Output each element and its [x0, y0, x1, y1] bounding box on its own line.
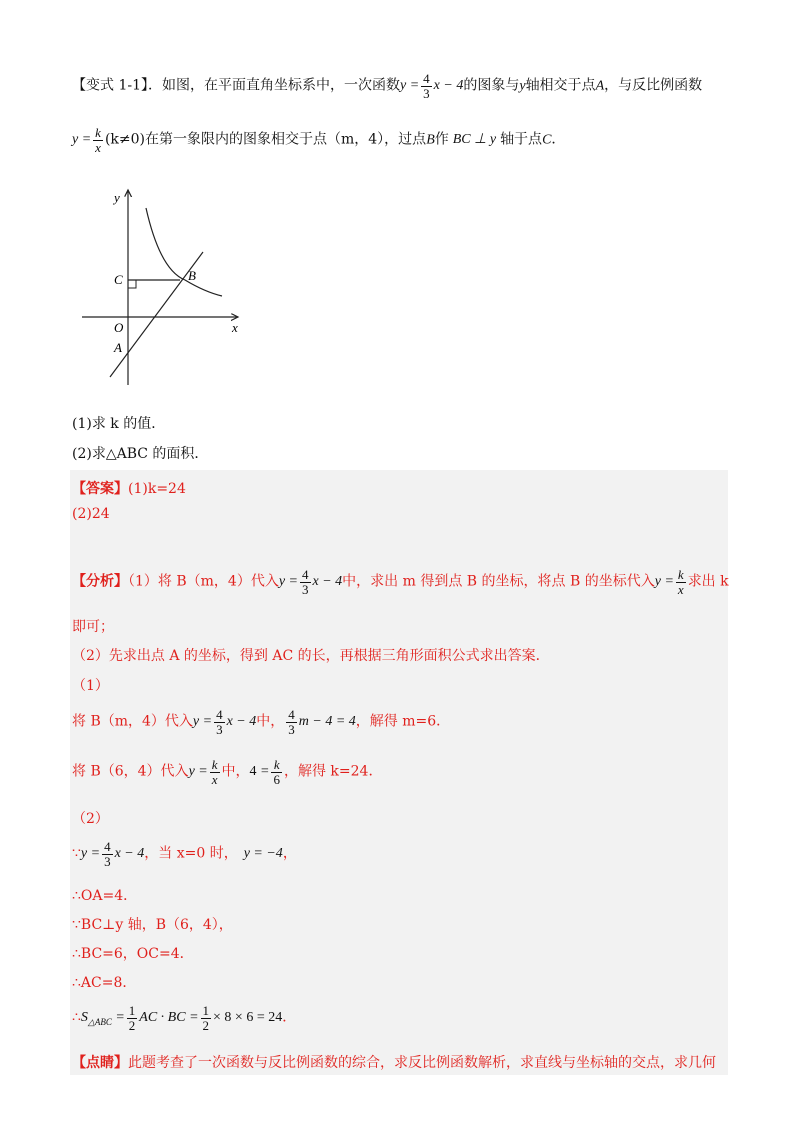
- step-2-line-3: ∵BC⊥y 轴，B（6，4），: [72, 917, 233, 933]
- y-axis-label: y: [114, 190, 120, 205]
- step-2-line-2: ∴OA=4．: [72, 888, 138, 904]
- hyperbola-curve: [146, 208, 222, 296]
- problem-line-1: 【变式 1-1】．如图，在平面直角坐标系中，一次函数y = $\frac{4}{3}$ x − 4的图象与y轴相交于点A，与反比例函数: [72, 71, 703, 101]
- step-2-line-5: ∴AC=8．: [72, 975, 137, 991]
- step-1-line-1: 将 B（m，4）代入y = $\frac{4}{3}$ x − 4中， $\frac{4}{3}$ m − 4 = 4，解得 m=6．: [72, 707, 451, 737]
- analysis-line-3: （2）先求出点 A 的坐标，得到 AC 的长，再根据三角形面积公式求出答案．: [72, 648, 550, 664]
- analysis-line-2: 即可；: [72, 619, 114, 635]
- answer-line-1: 【答案】(1)k=24: [72, 481, 186, 497]
- question-2: (2)求△ABC 的面积．: [72, 446, 209, 462]
- right-angle-mark: [128, 280, 136, 288]
- step-1-line-2: 将 B（6，4）代入y = $\frac{k}{x}$ 中，4 = $\frac{k}{6}$ ，解得 k=24．: [72, 757, 383, 787]
- problem-line-2: y = $\frac{k}{x}$ (k≠0)在第一象限内的图象相交于点（m，4），过点B作 BC ⊥ y 轴于点C．: [72, 125, 566, 155]
- step-2-heading: （2）: [72, 811, 109, 827]
- step-2-line-4: ∴BC=6，OC=4．: [72, 946, 194, 962]
- answer-line-2: (2)24: [72, 506, 110, 522]
- x-axis-label: x: [232, 320, 238, 335]
- problem-tag: 【变式 1-1】: [72, 77, 148, 94]
- analysis-line-1: 【分析】（1）将 B（m，4）代入y = $\frac{4}{3}$ x − 4中，求出 m 得到点 B 的坐标，将点 B 的坐标代入y = $\frac{k}{x}$ 求出 k: [72, 567, 729, 597]
- question-1: (1)求 k 的值．: [72, 416, 166, 432]
- step-1-heading: （1）: [72, 678, 109, 694]
- comment-line: 【点睛】此题考查了一次函数与反比例函数的综合，求反比例函数解析，求直线与坐标轴的交点，求几何: [72, 1055, 716, 1071]
- linear-function-formula: y = $\frac{4}{3}$ x − 4: [400, 71, 464, 101]
- point-b-label: B: [188, 268, 196, 283]
- analysis-tag: 【分析】: [72, 573, 128, 590]
- coordinate-figure: [70, 180, 270, 390]
- step-2-line-6: $\therefore S_{\triangle ABC}$ = $\frac{1}{2}$ AC · BC = $\frac{1}{2}$ × 8 × 6 = 24．: [72, 1003, 297, 1033]
- inverse-function-formula: y = $\frac{k}{x}$: [72, 125, 101, 155]
- point-c-label: C: [114, 272, 123, 287]
- comment-tag: 【点睛】: [72, 1055, 128, 1071]
- origin-label: O: [114, 320, 124, 335]
- answer-tag: 【答案】: [72, 481, 128, 497]
- point-a-label: A: [114, 340, 122, 355]
- step-2-line-1: ∵y = $\frac{4}{3}$ x − 4，当 x=0 时， y = −4，: [72, 839, 297, 869]
